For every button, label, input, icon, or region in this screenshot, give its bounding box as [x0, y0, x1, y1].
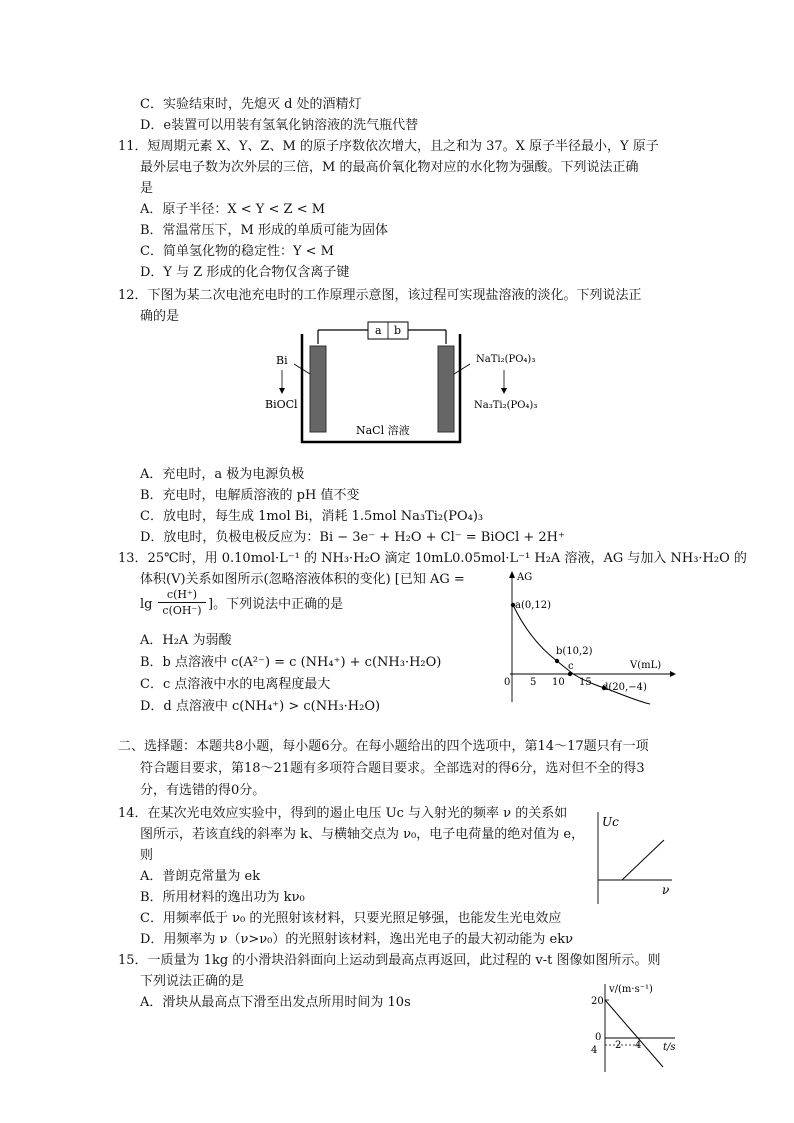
- q13-fraction-numerator: c(H⁺): [158, 588, 206, 603]
- ag-point-b: [555, 659, 559, 663]
- q11-option-c: C．简单氢化物的稳定性：Y < M: [140, 244, 334, 259]
- vt-y-label: v/(m·s⁻¹): [609, 984, 653, 995]
- left-electrode-bottom-label: BiOCl: [265, 398, 298, 411]
- right-electrode-top-label: NaTi₂(PO₄)₃: [476, 354, 536, 365]
- ag-label-a: a(0,12): [515, 600, 552, 611]
- solution-label: NaCl 溶液: [356, 424, 410, 437]
- ag-tick-5: 5: [530, 677, 537, 688]
- q13-option-a: A．H₂A 为弱酸: [140, 633, 232, 648]
- q14-option-b: B．所用材料的逸出功为 kν₀: [140, 890, 305, 905]
- q13-stem-line1: 13．25℃时，用 0.10mol·L⁻¹ 的 NH₃·H₂O 滴定 10mL0.05mol·L⁻¹ H₂A 溶液，AG 与加入 NH₃·H₂O 的: [118, 551, 747, 566]
- vt-line: [605, 1000, 663, 1067]
- q15-stem-line1: 15．一质量为 1kg 的小滑块沿斜面向上运动到最高点再返回，此过程的 v-t 图像如图所示。则: [118, 953, 661, 968]
- q12-option-a: A．充电时，a 极为电源负极: [140, 467, 305, 482]
- q12-option-b: B．充电时，电解质溶液的 pH 值不变: [140, 488, 360, 503]
- q15-stem-line2: 下列说法正确的是: [140, 974, 245, 989]
- q11-option-a: A．原子半径：X < Y < Z < M: [140, 202, 326, 217]
- q12-stem-line2: 确的是: [140, 309, 180, 324]
- q14-stem-line3: 则: [140, 848, 154, 863]
- ag-tick-15: 15: [579, 677, 592, 688]
- q13-option-b: B．b 点溶液中 c(A²⁻) = c (NH₄⁺) + c(NH₃·H₂O): [140, 655, 442, 670]
- vt-graph: [585, 978, 695, 1078]
- q15-option-a: A．滑块从最高点下滑至出发点所用时间为 10s: [140, 995, 411, 1010]
- nu-axis-label: ν: [662, 883, 670, 897]
- terminal-a-label: a: [375, 324, 382, 337]
- q12-option-d: D．放电时，负极电极反应为：Bi − 3e⁻ + H₂O + Cl⁻ = BiOCl + 2H⁺: [140, 530, 565, 545]
- q11-option-b: B．常温常压下，M 形成的单质可能为固体: [140, 223, 388, 238]
- vt-x-label: t/s: [663, 1042, 676, 1053]
- ag-label-c: c: [568, 661, 574, 672]
- q14-option-a: A．普朗克常量为 ek: [140, 869, 261, 884]
- uc-axis-label: Uc: [602, 815, 619, 829]
- q13-stem-line3: ]。下列说法中正确的是: [208, 597, 344, 612]
- q10-option-c: C．实验结束时，先熄灭 d 处的酒精灯: [140, 97, 362, 112]
- q14-option-d: D．用频率为 ν（ν>ν₀）的光照射该材料，逸出光电子的最大初动能为 ekν: [140, 932, 573, 947]
- v-axis-label: V(mL): [630, 660, 662, 671]
- ag-tick-10: 10: [552, 677, 565, 688]
- q13-fraction-denominator: c(OH⁻): [162, 604, 202, 617]
- vt-tick-t4: 4: [635, 1040, 642, 1051]
- q12-stem-line1: 12．下图为某二次电池充电时的工作原理示意图，该过程可实现盐溶液的淡化。下列说法正: [118, 288, 642, 303]
- q13-stem-line2: 体积(V)关系如图所示(忽略溶液体积的变化) [已知 AG =: [140, 572, 465, 587]
- q11-stem-line1: 11．短周期元素 X、Y、Z、M 的原子序数依次增大，且之和为 37。X 原子半径最小，Y 原子: [118, 139, 659, 154]
- q12-option-c: C．放电时，每生成 1mol Bi，消耗 1.5mol Na₃Ti₂(PO₄)₃: [140, 509, 484, 524]
- photoelectric-graph: [588, 806, 688, 906]
- ag-label-d: d(20,−4): [602, 682, 647, 693]
- section2-line3: 分，有选错的得0分。: [140, 783, 266, 798]
- uc-line: [622, 840, 664, 880]
- terminal-b-label: b: [394, 324, 402, 337]
- q14-stem-line1: 14．在某次光电效应实验中，得到的遏止电压 Uc 与入射光的频率 ν 的关系如: [118, 806, 568, 821]
- ag-origin-label: 0: [504, 677, 511, 688]
- ag-point-c: [568, 672, 572, 676]
- vt-tick-20: 20: [591, 996, 604, 1007]
- q14-option-c: C．用频率低于 ν₀ 的光照射该材料，只要光照足够强，也能发生光电效应: [140, 911, 562, 926]
- q13-option-d: D．d 点溶液中 c(NH₄⁺) > c(NH₃·H₂O): [140, 699, 381, 714]
- vt-tick-0: 0: [595, 1032, 602, 1043]
- q11-option-d: D．Y 与 Z 形成的化合物仅含离子键: [140, 265, 350, 280]
- section2-line1: 二、选择题：本题共8小题，每小题6分。在每小题给出的四个选项中，第14～17题只有一项: [118, 739, 649, 754]
- right-electrode-bottom-label: Na₃Ti₂(PO₄)₃: [474, 400, 538, 411]
- q13-lg: lg: [140, 597, 153, 612]
- ag-label-b: b(10,2): [556, 646, 593, 657]
- vt-tick-neg4: 4: [591, 1045, 598, 1056]
- q10-option-d: D．e装置可以用装有氢氧化钠溶液的洗气瓶代替: [140, 118, 419, 133]
- ag-titration-graph: [500, 568, 680, 708]
- battery-diagram: [260, 318, 560, 448]
- section2-line2: 符合题目要求，第18～21题有多项符合题目要求。全部选对的得6分，选对但不全的得3: [140, 761, 645, 776]
- left-electrode-top-label: Bi: [276, 354, 288, 367]
- q13-option-c: C．c 点溶液中水的电离程度最大: [140, 677, 331, 692]
- q11-stem-line2: 最外层电子数为次外层的三倍，M 的最高价氧化物对应的水化物为强酸。下列说法正确: [140, 160, 639, 175]
- vt-tick-t2: 2: [615, 1040, 622, 1051]
- ag-axis-label: AG: [517, 572, 533, 583]
- q14-stem-line2: 图所示，若该直线的斜率为 k、与横轴交点为 ν₀，电子电荷量的绝对值为 e，: [140, 827, 585, 842]
- q11-stem-line3: 是: [140, 181, 154, 196]
